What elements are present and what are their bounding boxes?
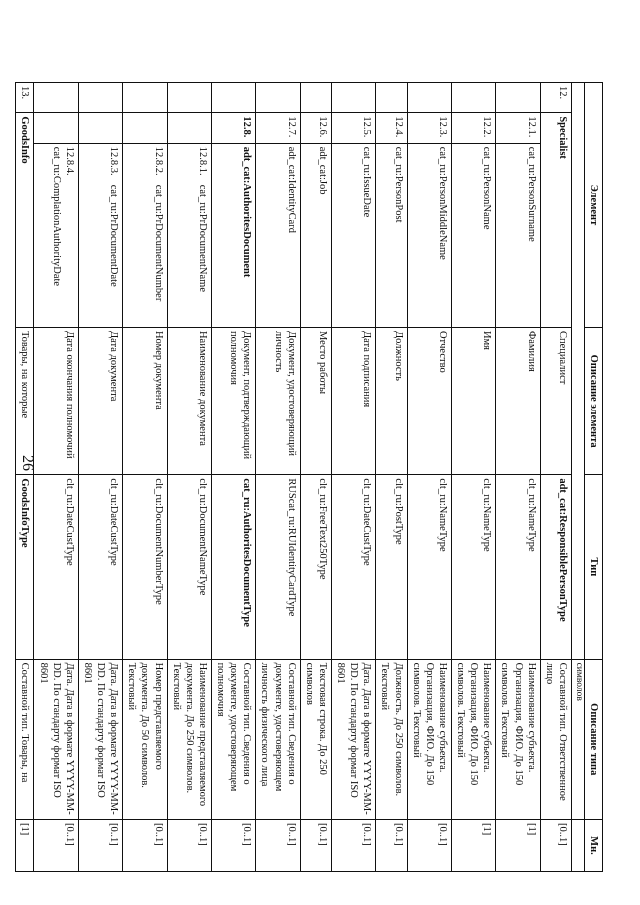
element-type: cat_ru:AuthoritesDocumentType	[212, 475, 256, 659]
element-name	[167, 143, 211, 327]
row-number: 12.1.	[496, 113, 540, 143]
element-description: Номер документа	[123, 327, 167, 474]
continuation-row	[572, 83, 585, 872]
rotated-table-container	[15, 82, 603, 872]
row-number: 13.	[16, 83, 34, 113]
element-name-text: cat_ru:ComplationAuthorityDate	[50, 146, 62, 287]
row-number: 12.8.	[212, 113, 256, 143]
continued-text: символов	[572, 659, 585, 819]
multiplicity: [0..1]	[256, 819, 300, 871]
table-row	[16, 83, 34, 872]
element-type: clt_ru:FreeText250Type	[300, 475, 331, 659]
table-row	[212, 83, 256, 872]
element-type: clt_ru:DateCustType	[332, 475, 376, 659]
element-type: clt_ru:DocumentNumberType	[123, 475, 167, 659]
table-row	[407, 83, 451, 872]
type-description: Дата. Дата в формате YYYY-MM-DD. По стандарту формат ISO 8601	[34, 659, 78, 819]
element-description: Документ, удостоверяющий личность	[256, 327, 300, 474]
element-name-text: cat_ru:PrDocumentName	[197, 184, 208, 292]
header-type-description: Описание типа	[584, 659, 602, 819]
multiplicity: [1]	[496, 819, 540, 871]
table-row	[332, 83, 376, 872]
table-row	[167, 83, 211, 872]
row-number: 12.8.3.	[108, 146, 120, 176]
table-row	[256, 83, 300, 872]
page-number: 26	[19, 455, 36, 471]
header-element: Элемент	[584, 83, 602, 328]
schema-table	[15, 82, 603, 872]
type-description: Наименование субъекта. Организация, ФИО. До 150 символов. Текстовый	[496, 659, 540, 819]
header-type: Тип	[584, 475, 602, 659]
element-name-text: cat_ru:PrDocumentNumber	[152, 184, 164, 302]
type-description: Составной тип. Ответственное лицо	[540, 659, 571, 819]
row-number: 12.5.	[332, 113, 376, 143]
element-name: adt_cat:IdentityCard	[256, 143, 300, 327]
row-number: 12.8.1.	[197, 146, 208, 176]
row-number: 12.7.	[256, 113, 300, 143]
row-number: 12.8.4.	[63, 146, 75, 176]
element-name	[78, 143, 122, 327]
element-name: cat_ru:PersonPost	[376, 143, 407, 327]
element-name: cat_ru:PersonSurname	[496, 143, 540, 327]
element-description: Товары, на которые	[16, 327, 34, 474]
table-row	[540, 83, 571, 872]
type-description: Наименование представляемого документа. До 250 символов. Текстовый	[167, 659, 211, 819]
header-element-description: Описание элемента	[584, 327, 602, 474]
element-description: Дата документа	[78, 327, 122, 474]
element-name: cat_ru:PersonName	[452, 143, 496, 327]
element-description: Место работы	[300, 327, 331, 474]
element-name: adt_cat:Job	[300, 143, 331, 327]
table-row	[376, 83, 407, 872]
type-description: Дата. Дата в формате YYYY-MM-DD. По стандарту формат ISO 8601	[332, 659, 376, 819]
element-type: GoodsInfoType	[16, 475, 34, 659]
table-row	[452, 83, 496, 872]
element-description: Имя	[452, 327, 496, 474]
multiplicity: [0..1]	[540, 819, 571, 871]
multiplicity: [0..1]	[34, 819, 78, 871]
element-type: adt_cat:ResponsiblePersonType	[540, 475, 571, 659]
element-description: Специалист	[540, 327, 571, 474]
multiplicity: [0..1]	[78, 819, 122, 871]
type-description: Составной тип. Товары, на	[16, 659, 34, 819]
element-name: adt_cat:AuthoritesDocument	[212, 143, 256, 327]
element-name: cat_ru:PersonMiddleName	[407, 143, 451, 327]
element-description: Дата подписания	[332, 327, 376, 474]
element-description: Отчество	[407, 327, 451, 474]
table-row	[34, 83, 78, 872]
multiplicity: [0..1]	[300, 819, 331, 871]
element-name: cat_ru:IssueDate	[332, 143, 376, 327]
element-type: clt_ru:DateCustType	[34, 475, 78, 659]
row-number: 12.6.	[300, 113, 331, 143]
element-type: RUScat_ru:RUIdentityCardType	[256, 475, 300, 659]
element-type: clt_ru:NameType	[452, 475, 496, 659]
header-multiplicity: Мн.	[584, 819, 602, 871]
type-description: Номер представляемого документа. До 50 символов. Текстовый	[123, 659, 167, 819]
element-name-text: cat_ru:PrDocumentDate	[108, 184, 120, 287]
multiplicity: [0..1]	[407, 819, 451, 871]
element-description: Документ, подтверждающий полномочия	[212, 327, 256, 474]
type-description: Текстовая строка. До 250 символов	[300, 659, 331, 819]
element-description: Должность	[376, 327, 407, 474]
multiplicity: [0..1]	[167, 819, 211, 871]
type-description: Наименование субъекта. Организация, ФИО. До 150 символов. Текстовый	[452, 659, 496, 819]
table-row	[496, 83, 540, 872]
element-name: GoodsInfo	[16, 113, 34, 328]
element-type: clt_ru:PostType	[376, 475, 407, 659]
row-number: 12.	[540, 83, 571, 113]
row-number: 12.8.2.	[152, 146, 164, 176]
multiplicity: [0..1]	[212, 819, 256, 871]
element-name	[34, 143, 78, 327]
element-description: Фамилия	[496, 327, 540, 474]
table-row	[123, 83, 167, 872]
type-description: Наименование субъекта. Организация, ФИО. До 150 символов. Текстовый	[407, 659, 451, 819]
type-description: Составной тип. Сведения о документе, удостоверяющем полномочия	[212, 659, 256, 819]
multiplicity: [0..1]	[376, 819, 407, 871]
table-row	[78, 83, 122, 872]
row-number: 12.4.	[376, 113, 407, 143]
element-name	[123, 143, 167, 327]
multiplicity: [0..1]	[123, 819, 167, 871]
table-header-row	[584, 83, 602, 872]
element-description: Наименование документа	[167, 327, 211, 474]
multiplicity: [1]	[16, 819, 34, 871]
element-name: Specialist	[540, 113, 571, 328]
element-type: clt_ru:NameType	[407, 475, 451, 659]
element-description: Дата окончания полномочий	[34, 327, 78, 474]
multiplicity: [0..1]	[332, 819, 376, 871]
type-description: Дата. Дата в формате YYYY-MM-DD. По стандарту формат ISO 8601	[78, 659, 122, 819]
type-description: Составной тип. Сведения о документе, удостоверяющем личность физического лица	[256, 659, 300, 819]
row-number: 12.2.	[452, 113, 496, 143]
multiplicity: [1]	[452, 819, 496, 871]
type-description: Должность. До 250 символов. Текстовый	[376, 659, 407, 819]
element-type: clt_ru:DateCustType	[78, 475, 122, 659]
element-type: clt_ru:NameType	[496, 475, 540, 659]
element-type: clt_ru:DocumentNameType	[167, 475, 211, 659]
table-row	[300, 83, 331, 872]
row-number: 12.3.	[407, 113, 451, 143]
